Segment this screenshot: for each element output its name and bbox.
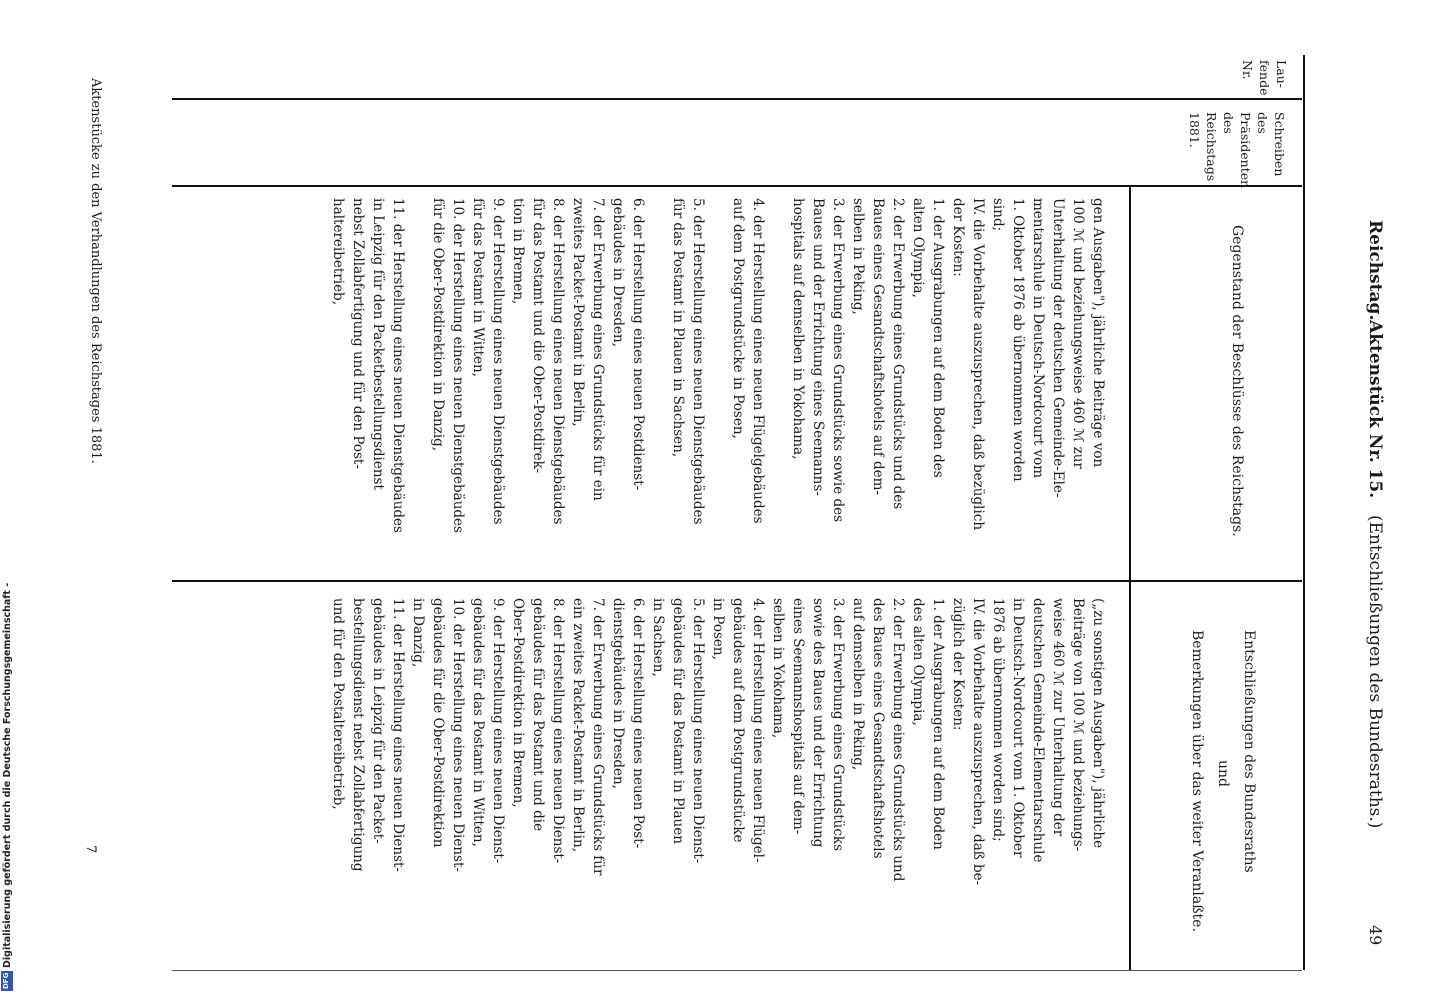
digitization-note: Digitalisierung gefördert durch die Deutsche Forschungsgemeinschaft -: [2, 582, 13, 968]
text-line: für das Postamt in Plauen in Sachsen,: [670, 198, 686, 458]
text-line: gebäudes auf dem Postgrundstücke: [730, 598, 746, 843]
text-line: 7. der Erwerbung eines Grundstücks für: [590, 598, 606, 876]
text-line: züglich der Kosten:: [950, 598, 966, 731]
text-line: Beiträge von 100 ℳ und beziehungs-: [1070, 598, 1086, 852]
column-bundesrath-text: [328, 598, 1108, 885]
text-line: 2. der Erwerbung eines Grundstücks und des: [890, 198, 906, 510]
header-schreiben-line: 1881.: [1187, 112, 1202, 148]
text-line: 4. der Herstellung eines neuen Flügel-: [750, 598, 766, 863]
text-line: gebäudes für das Postamt und die: [530, 598, 546, 832]
text-line: sowie des Baues und der Errichtung: [810, 598, 826, 848]
text-line: [408, 198, 428, 533]
text-line: 7. der Erwerbung eines Grundstücks für ein: [590, 198, 606, 501]
text-line: [768, 198, 788, 533]
text-line: 6. der Herstellung eines neuen Post-: [630, 598, 646, 849]
header-schreiben-line: des: [1255, 112, 1270, 134]
text-line: haltereibetrieb,: [330, 198, 346, 305]
text-line: deutschen Gemeinde-Elementarschule: [1030, 598, 1046, 863]
text-line: 4. der Herstellung eines neuen Flügelgebäudes: [750, 198, 766, 524]
text-line: 1. Oktober 1876 ab übernommen worden: [1010, 198, 1026, 482]
header-laufende-nr: [1239, 60, 1290, 95]
text-line: 9. der Herstellung eines neuen Dienstgebäudes: [490, 198, 506, 525]
table-bottom-rule: [172, 970, 1302, 971]
text-line: in Sachsen,: [650, 598, 666, 677]
header-schreiben-line: Schreiben: [1272, 112, 1287, 177]
text-line: [708, 198, 728, 533]
text-line: 2. der Erwerbung eines Grundstücks und: [890, 598, 906, 882]
column-divider-left: [172, 98, 1302, 100]
header-laufende-nr-line: Nr.: [1240, 60, 1255, 80]
text-line: 3. der Erwerbung eines Grundstücks sowie des: [830, 198, 846, 523]
text-line: 1876 ab übernommen worden sind;: [990, 598, 1006, 842]
text-line: gebäudes für das Postamt in Witten,: [470, 598, 486, 847]
footer-caption: Aktenstücke zu den Verhandlungen des Reichstages 1881.: [88, 78, 103, 464]
text-line: und für den Postaltereibetrieb,: [330, 598, 346, 810]
text-line: 5. der Herstellung eines neuen Dienstgebäudes: [690, 198, 706, 525]
text-line: ein zweites Packet-Postamt in Berlin,: [570, 598, 586, 853]
text-line: nebst Zollabfertigung und für den Post-: [350, 198, 366, 469]
text-line: dienstgebäudes in Dresden,: [610, 598, 626, 789]
page-title-reichstag: Reichstag.: [1365, 220, 1385, 321]
text-line: Unterhaltung der deutschen Gemeinde-Ele-: [1050, 198, 1066, 498]
column-divider-main: [172, 580, 1302, 582]
column-reichstag-text: [328, 198, 1108, 533]
text-line: [648, 198, 668, 533]
page-title-paren: (Entschließungen des Bundesraths.): [1365, 515, 1385, 829]
text-line: IV. die Vorbehalte auszusprechen, daß bezüglich: [970, 198, 986, 531]
text-line: gen Ausgaben"), jährliche Beiträge von: [1090, 198, 1106, 468]
text-line: gebäudes für das Postamt in Plauen: [670, 598, 686, 844]
text-line: gebäudes in Dresden,: [610, 198, 626, 347]
dfg-logo: [1, 971, 13, 991]
text-line: gebäudes in Leipzig für den Packet-: [370, 598, 386, 844]
header-schreiben-line: des: [1221, 112, 1236, 134]
text-line: 10. der Herstellung eines neuen Dienst-: [450, 598, 466, 872]
header-bottom-rule: [1129, 185, 1131, 970]
footer-page-number: 7: [83, 845, 98, 854]
text-line: Baues und der Errichtung eines Seemanns-: [810, 198, 826, 496]
header-laufende-nr-line: fende: [1257, 60, 1272, 96]
text-line: tion in Bremen,: [510, 198, 526, 305]
text-line: 10. der Herstellung eines neuen Dienstgebäudes: [450, 198, 466, 533]
text-line: weise 460 ℳ zur Unterhaltung der: [1050, 598, 1066, 837]
text-line: der Kosten:: [950, 198, 966, 277]
header-laufende-nr-line: Lau-: [1274, 60, 1289, 89]
dfg-logo-text: DFG: [2, 972, 10, 989]
text-line: 6. der Herstellung eines neuen Postdienst-: [630, 198, 646, 491]
text-line: gebäudes für die Ober-Postdirektion: [430, 598, 446, 848]
text-line: auf demselben in Peking,: [850, 598, 866, 771]
text-line: 8. der Herstellung eines neuen Dienstgebäudes: [550, 198, 566, 525]
text-line: Baues eines Gesandtschaftshotels auf dem-: [870, 198, 886, 495]
text-line: hospitals auf demselben in Yokohama,: [790, 198, 806, 460]
text-line: IV. die Vorbehalte auszusprechen, daß be-: [970, 598, 986, 886]
text-line: 1. der Ausgrabungen auf dem Boden des: [930, 198, 946, 478]
text-line: mentarschule in Deutsch-Nordcourt vom: [1030, 198, 1046, 479]
header-entschliessungen-line: Bemerkungen über das weiter Veranlaßte.: [1189, 630, 1205, 932]
text-line: auf dem Postgrundstücke in Posen,: [730, 198, 746, 439]
text-line: („zu sonstigen Ausgaben"), jährliche: [1090, 598, 1106, 849]
header-entschliessungen-line: und: [1215, 760, 1231, 787]
text-line: für das Postamt in Witten,: [470, 198, 486, 378]
text-line: 9. der Herstellung eines neuen Dienst-: [490, 598, 506, 864]
page-title-aktenstueck: Aktenstück Nr. 15.: [1365, 320, 1385, 499]
column-divider-middle: [172, 185, 1302, 187]
text-line: Ober-Postdirektion in Bremen,: [510, 598, 526, 808]
text-line: 11. der Herstellung eines neuen Dienstgebäudes: [390, 198, 406, 533]
text-line: für die Ober-Postdirektion in Danzig,: [430, 198, 446, 452]
text-line: selben in Peking,: [850, 198, 866, 315]
text-line: 3. der Erwerbung eines Grundstücks: [830, 598, 846, 852]
table-top-rule: [1303, 55, 1305, 970]
header-schreiben-line: Präsidenten: [1238, 112, 1253, 189]
header-entschliessungen-line: Entschließungen des Bundesraths: [1241, 630, 1257, 873]
header-schreiben-line: Reichstags: [1204, 112, 1219, 182]
text-line: 1. der Ausgrabungen auf dem Boden: [930, 598, 946, 850]
text-line: 11. der Herstellung eines neuen Dienst-: [390, 598, 406, 872]
text-line: in Posen,: [710, 598, 726, 660]
header-gegenstand: Gegenstand der Beschlüsse des Reichstags.: [1229, 225, 1245, 537]
text-line: bestellungsdienst nebst Zollabfertigung: [350, 598, 366, 872]
header-entschliessungen: [1184, 630, 1262, 932]
text-line: für das Postamt und die Ober-Postdirek-: [530, 198, 546, 474]
text-line: des Baues eines Gesandtschaftshotels: [870, 598, 886, 859]
text-line: in Deutsch-Nordcourt vom 1. Oktober: [1010, 598, 1026, 858]
page-number: 49: [1366, 925, 1385, 946]
text-line: des alten Olympia,: [910, 598, 926, 726]
text-line: eines Seemannshospitals auf dem-: [790, 598, 806, 835]
text-line: in Leipzig für den Packetbestellungsdienst: [370, 198, 386, 490]
text-line: 100 ℳ und beziehungsweise 460 ℳ zur: [1070, 198, 1086, 469]
text-line: 5. der Herstellung eines neuen Dienst-: [690, 598, 706, 864]
text-line: alten Olympia,: [910, 198, 926, 298]
text-line: sind;: [990, 198, 1006, 232]
text-line: selben in Yokohama,: [770, 598, 786, 739]
text-line: in Danzig,: [410, 598, 426, 668]
text-line: zweites Packet-Postamt in Berlin,: [570, 198, 586, 427]
text-line: 8. der Herstellung eines neuen Dienst-: [550, 598, 566, 864]
header-schreiben: [1186, 112, 1288, 188]
